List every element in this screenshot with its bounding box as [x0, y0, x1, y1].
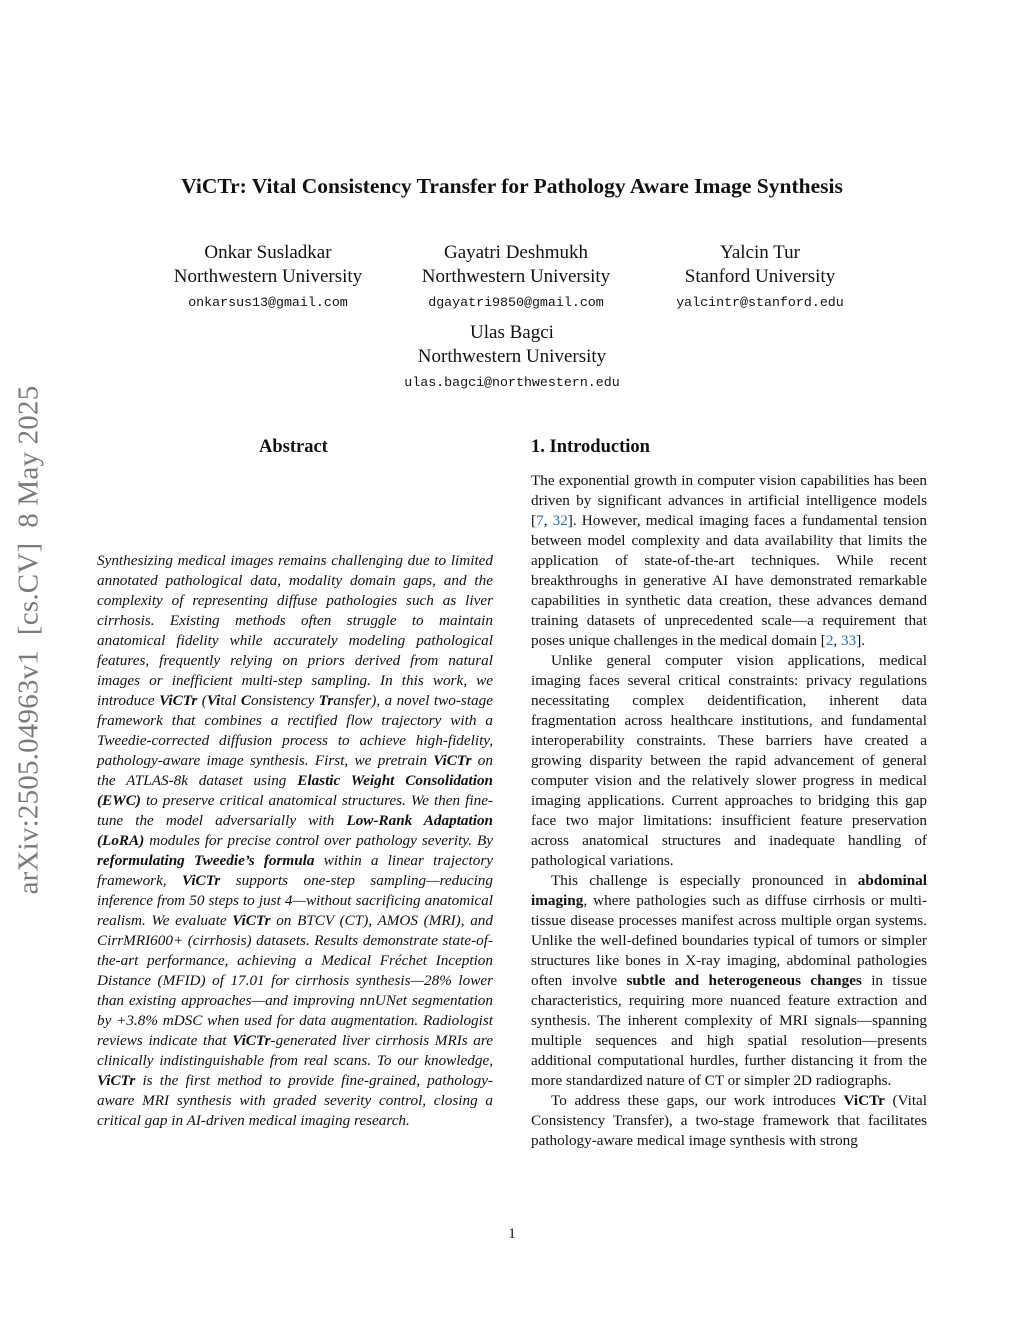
arxiv-identifier: arXiv:2505.04963v1 [cs.CV] 8 May 2025 — [12, 385, 45, 895]
citation-link[interactable]: 33 — [841, 632, 857, 649]
abstract-body: Synthesizing medical images remains challenging due to limited annotated pathological data, modality domain gaps, and the complexity of representing diffuse pathologies such as liver cirrhosis. Existing methods often struggle to maintain anatomical fidelity while accurately modeling pathological features, frequently relying on priors derived from natural images or inefficient multi-step sampling. In this work, we introduce ViCTr (Vital Consistency Transfer), a novel two-stage framework that combines a rectified flow trajectory with a Tweedie-corrected diffusion process to achieve high-fidelity, pathology-aware image synthesis. First, we pretrain ViCTr on the ATLAS-8k dataset using Elastic Weight Consolidation (EWC) to preserve critical anatomical structures. We then fine-tune the model adversarially with Low-Rank Adaptation (LoRA) modules for precise control over pathology severity. By reformulating Tweedie’s formula within a linear trajectory framework, ViCTr supports one-step sampling—reducing inference from 50 steps to just 4—without sacrificing anatomical realism. We evaluate ViCTr on BTCV (CT), AMOS (MRI), and CirrMRI600+ (cirrhosis) datasets. Results demonstrate state-of-the-art performance, achieving a Medical Fréchet Inception Distance (MFID) of 17.01 for cirrhosis synthesis—28% lower than existing approaches—and improving nnUNet segmentation by +3.8% mDSC when used for data augmentation. Radiologist reviews indicate that ViCTr-generated liver cirrhosis MRIs are clinically indistinguishable from real scans. To our knowledge, ViCTr is the first method to provide fine-grained, pathology-aware MRI synthesis with graded severity control, closing a critical gap in AI-driven medical imaging research. — [97, 552, 493, 1129]
author-block — [386, 241, 646, 315]
introduction-body — [531, 471, 927, 1151]
author-affiliation: Northwestern University — [417, 346, 607, 367]
citation-link[interactable]: 32 — [552, 512, 568, 529]
paragraph: The exponential growth in computer vision capabilities has been driven by significant advances in artificial intelligence models [7, 32]. However, medical imaging faces a fundamental tension between model complexity and data availability that limits the application of state-of-the-art techniques. While recent breakthroughs in generative AI have demonstrated remarkable capabilities in synthetic data creation, these advances demand training datasets of unprecedented scale—a requirement that poses unique challenges in the medical domain [2, 33]. — [531, 472, 927, 649]
author-affiliation: Northwestern University — [421, 266, 611, 287]
paragraph: Unlike general computer vision applications, medical imaging faces several critical constraints: privacy regulations necessitating complex deidentification, inherent data fragmentation across healthcare institutions, and fundamental interoperability constraints. These barriers have created a growing disparity between the rapid advancement of general computer vision and the relatively slower progress in medical imaging applications. Current approaches to bridging this gap face two major limitations: insufficient feature preservation across anatomical structures and inadequate handling of pathological variations. — [531, 652, 927, 869]
citation-link[interactable]: 2 — [825, 632, 834, 649]
author-affiliation: Northwestern University — [173, 266, 363, 287]
paragraph: This challenge is especially pronounced in abdominal imaging, where pathologies such as diffuse cirrhosis or multi-tissue disease processes manifest across multiple organ systems. Unlike the well-defined boundaries typical of tumors or simpler structures like bones in X-ray imaging, abdominal pathologies often involve subtle and heterogeneous changes in tissue characteristics, requiring more nuanced feature extraction and synthesis. The inherent complexity of MRI signals—spanning multiple sequences and high spatial resolution—presents additional computational hurdles, further distancing it from the more standardized nature of CT or simpler 2D radiographs. — [531, 872, 927, 1089]
paper-title: ViCTr: Vital Consistency Transfer for Pathology Aware Image Synthesis — [181, 174, 843, 198]
author-name: Ulas Bagci — [470, 322, 554, 343]
author-affiliation: Stanford University — [684, 266, 836, 287]
page-number: 1 — [508, 1226, 516, 1242]
introduction-heading: 1. Introduction — [531, 437, 650, 457]
author-email[interactable]: yalcintr@stanford.edu — [676, 295, 844, 310]
author-email[interactable]: onkarsus13@gmail.com — [188, 295, 348, 310]
author-name: Yalcin Tur — [720, 242, 800, 263]
author-name: Onkar Susladkar — [204, 242, 332, 263]
author-block — [630, 241, 890, 315]
abstract-heading: Abstract — [259, 437, 328, 457]
citation-link[interactable]: 7 — [536, 512, 544, 529]
author-email[interactable]: ulas.bagci@northwestern.edu — [404, 375, 620, 390]
paragraph: To address these gaps, our work introduces ViCTr (Vital Consistency Transfer), a two-stage framework that facilitates pathology-aware medical image synthesis with strong — [531, 1092, 928, 1149]
author-block — [382, 321, 642, 395]
author-block — [138, 241, 398, 315]
author-name: Gayatri Deshmukh — [443, 242, 589, 263]
author-email[interactable]: dgayatri9850@gmail.com — [428, 295, 604, 310]
